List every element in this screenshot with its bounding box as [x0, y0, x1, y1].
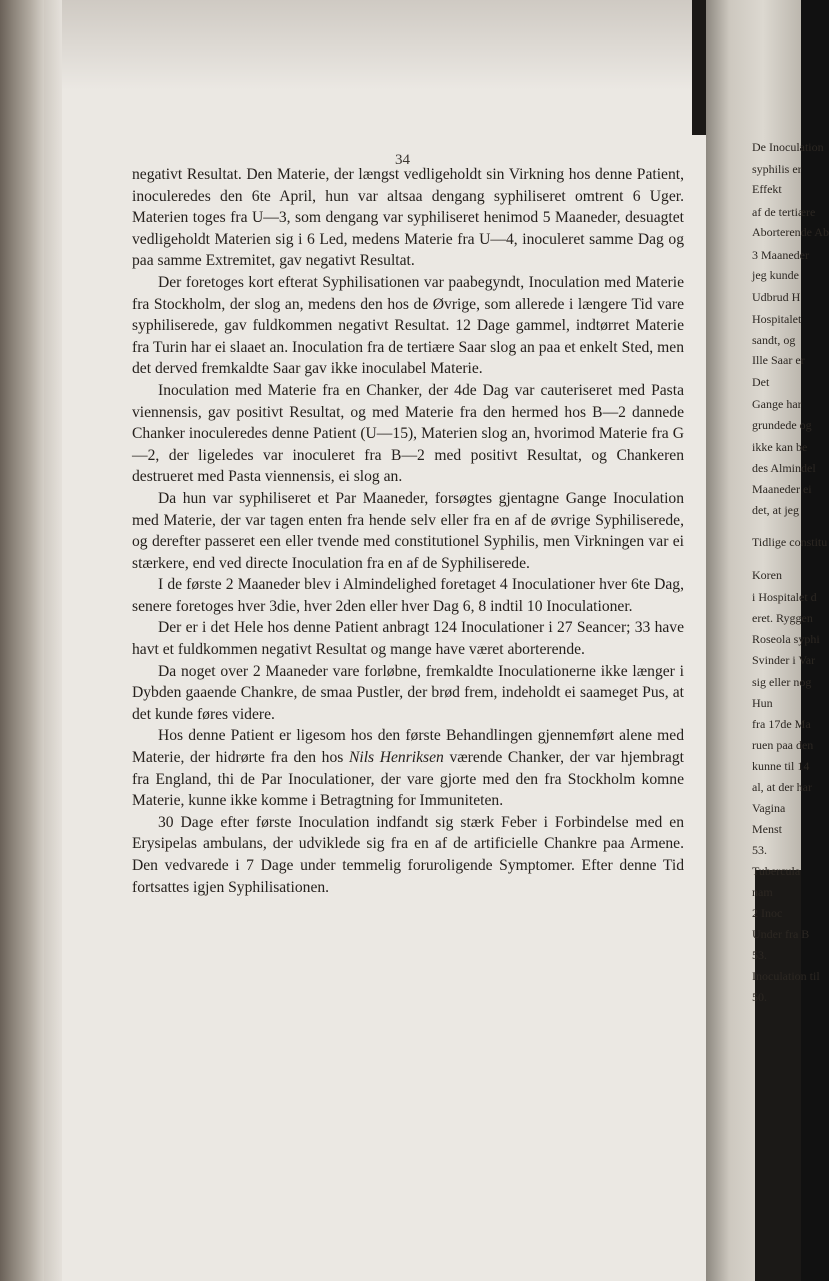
paragraph-7: Da noget over 2 Maaneder vare forløbne, fremkaldte Inoculationerne ikke længer i Dybden gaaende Chankre, de smaa Pustler, der brød frem, indeholdt ei saameget Pus, at det kunde føres videre.	[132, 662, 684, 723]
binding-fold	[44, 0, 62, 1281]
paragraph-6: Der er i det Hele hos denne Patient anbragt 124 Inoculationer i 27 Seancer; 33 have havt et fuldkommen negativt Resultat og mange have været aborterende.	[132, 619, 684, 659]
adjacent-page-fragment: kunne til 14	[752, 759, 810, 773]
adjacent-page-fragment: fra 17de Ma	[752, 717, 811, 731]
page-number: 34	[395, 152, 410, 168]
adjacent-page-fragment: 53.	[752, 843, 767, 857]
adjacent-page-fragment: eret. Ryggen	[752, 611, 813, 625]
adjacent-page-fragment: nam	[752, 885, 773, 899]
adjacent-page-fragment: Under fra B	[752, 927, 810, 941]
adjacent-page-fragment: Tidlige constitu	[752, 535, 828, 549]
adjacent-page-fragment: Hun	[752, 696, 773, 710]
adjacent-page-fragment: Menst	[752, 822, 782, 836]
adjacent-page-fragment: De Inoculation	[752, 140, 824, 154]
adjacent-page-fragment: af de tertiære	[752, 205, 816, 219]
paragraph-9: 30 Dage efter første Inoculation indfandt sig stærk Feber i Forbindelse med en Erysipelas ambulans, der udviklede sig fra en af de artificielle Chankre paa Armene. Den vedvarede i 7 Dage under temmelig foruroligende Symptomer. Efter denne Tid fortsattes igjen Syphilisationen.	[132, 813, 684, 896]
adjacent-page-fragment: Maaneder ei	[752, 482, 812, 496]
person-name: Nils Henriksen	[348, 749, 444, 767]
adjacent-page-fragment: al, at der har	[752, 780, 812, 794]
adjacent-page-fragment: i Hospitalet d	[752, 590, 817, 604]
adjacent-page-fragment: Hospitalet	[752, 312, 802, 326]
paragraph-2: Der foretoges kort efterat Syphilisationen var paabegyndt, Inoculation med Materie fra Stockholm, der slog an, medens den hos de Øvrige, som allerede i længere Tid vare syphiliserede, gav fuldkommen negativt Resultat. 12 Dage gammel, indtørret Materie fra Turin har ei slaaet an. Inoculation fra de tertiære Saar slog an paa et enkelt Sted, men det derved fremkaldte Saar gav ikke inoculabel Materie.	[132, 273, 684, 378]
adjacent-page-fragment: det, at jeg	[752, 503, 799, 517]
adjacent-page-fragment: 53.	[752, 948, 767, 962]
paragraph-5: I de første 2 Maaneder blev i Almindelighed foretaget 4 Inoculationer hver 6te Dag, senere foretoges hver 3die, hver 2den eller hver Dag 6, 8 indtil 10 Inoculationer.	[132, 576, 684, 615]
paragraph-8-before: Hos denne Patient er ligesom hos den første Behandlingen gjennemført alene med Materie, der hidrørte fra den hos	[132, 727, 684, 767]
adjacent-page-fragment: Udbrud H	[752, 290, 801, 304]
adjacent-page-fragment: Ille Saar er	[752, 353, 805, 367]
adjacent-page-fragment: Koren	[752, 568, 782, 582]
adjacent-page-fragment: des Almindel	[752, 461, 816, 475]
body-text	[132, 164, 684, 898]
adjacent-page-fragment: jeg kunde	[752, 268, 799, 282]
adjacent-page-fragment: 50.	[752, 990, 767, 1004]
adjacent-page-fragment: ikke kan be	[752, 440, 808, 454]
paragraph-3: Inoculation med Materie fra en Chanker, der 4de Dag var cauteriseret med Pasta viennensis, gav positivt Resultat, og med Materie fra den hermed hos B—2 dannede Chanker inoculeredes denne Patient (U—15), Materien slog an, hvorimod Materie fra G—2, der ligeledes var inoculeret fra B—2 med positivt Resultat, og Chankeren destrueret med Pasta viennensis, ei slog an.	[132, 381, 684, 486]
adjacent-page-fragment: Gange har	[752, 397, 802, 411]
paragraph-8	[132, 725, 684, 811]
adjacent-page-fragment: Effekt	[752, 182, 782, 196]
adjacent-page-fragment: grundede og	[752, 418, 812, 432]
adjacent-page-fragment: Det	[752, 375, 770, 389]
adjacent-page-fragment: syphilis er	[752, 162, 802, 176]
adjacent-page-fragment: sig eller nog	[752, 675, 812, 689]
adjacent-page-fragment: ruen paa den	[752, 738, 814, 752]
adjacent-page-fragment: Vagina	[752, 801, 786, 815]
paragraph-4: Da hun var syphiliseret et Par Maaneder, forsøgtes gjentagne Gange Inoculation med Materie, der var tagen enten fra hende selv eller fra en af de øvrige Syphiliserede, og derefter passeret een eller tvende med constitutionel Syphilis, men Virkningen var ei stærkere, end ved directe Inoculation fra en af de Syphiliserede.	[132, 489, 684, 572]
adjacent-page-fragment: Aborterende Ab	[752, 225, 829, 239]
adjacent-page-fragment: 2 Inoc	[752, 906, 783, 920]
adjacent-page-fragment: sandt, og	[752, 333, 796, 347]
adjacent-page-fragment: Inoculation til	[752, 969, 820, 983]
paragraph-8-after: værende Chanker, der var hjembragt fra England, thi de Par Inoculationer, der vare gjorte med den fra Stockholm komne Materie, kunne ikke komme i Betragtning for Immuniteten.	[132, 749, 684, 810]
book-binding	[0, 0, 44, 1281]
adjacent-page-fragment: Svinder i Var	[752, 653, 816, 667]
adjacent-page-fragment: Roseola syphi	[752, 632, 820, 646]
adjacent-page-fragment: Tubercula	[752, 864, 801, 878]
adjacent-page-fragment: 3 Maaneder	[752, 248, 809, 262]
paragraph-1: negativt Resultat. Den Materie, der længst vedligeholdt sin Virkning hos denne Patient, inoculeredes den 6te April, hun var altsaa dengang syphiliseret omtrent 6 Uger. Materien toges fra U—3, som dengang var syphiliseret henimod 5 Maaneder, desuagtet vedligeholdt Materien sig i 6 Led, medens Materie fra U—4, inoculeret samme Dag og paa samme Extremitet, gav negativt Resultat.	[132, 166, 684, 270]
page-top-shadow	[0, 0, 762, 90]
